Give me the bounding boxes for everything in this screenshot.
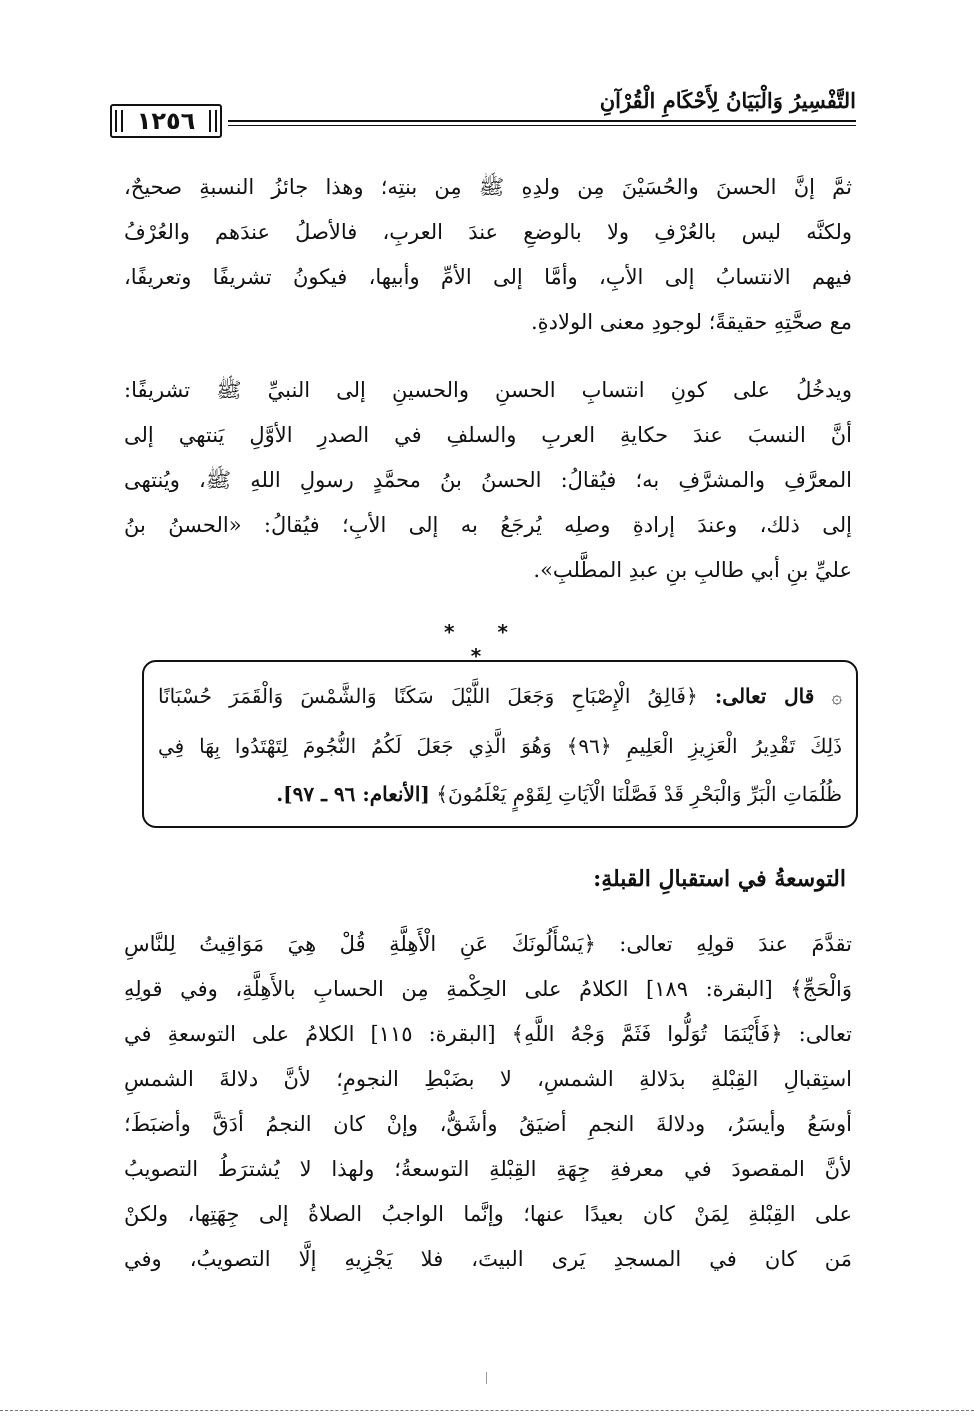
text-line: لأنَّ المقصودَ في معرفةِ جِهَةِ القِبْلةِ التوسعةُ؛ ولهذا لا يُشترَطُ التصويبُ: [124, 1157, 852, 1181]
section-separator: * * *: [444, 620, 526, 668]
paragraph-1: [124, 165, 852, 345]
text-line: وَالْحَجِّ﴾ [البقرة: ١٨٩] الكلامُ على الحِكْمةِ مِن الحسابِ بالأَهِلَّةِ، وفي قولِهِ: [124, 977, 852, 1001]
text-line: أنَّ النسبَ عندَ حكايةِ العربِ والسلفِ في الصدرِ الأوَّلِ يَنتهي إلى: [124, 423, 852, 447]
text-line: مع صحَّتِهِ حقيقةً؛ لوجودِ معنى الولادةِ.: [530, 310, 852, 334]
text-line: مَن كان في المسجدِ يَرى البيتَ، فلا يَجْزِيهِ إلَّا التصويبُ، وفي: [124, 1247, 852, 1271]
verse-text: ﴿فَالِقُ الْإِصْبَاحِ وَجَعَلَ اللَّيْلَ سَكَنًا وَالشَّمْسَ وَالْقَمَرَ حُسْبَانًا: [158, 684, 698, 708]
text-line: على القِبْلةِ لِمَنْ كان بعيدًا عنها؛ وإنَّما الواجبُ الصلاةُ إلى جِهَتِها، ولكنْ: [124, 1202, 852, 1226]
verse-line: [158, 770, 842, 818]
text-line: تعالى: ﴿فَأَيْنَمَا تُوَلُّوا فَثَمَّ وَجْهُ اللَّهِ﴾ [البقرة: ١١٥] الكلامُ على التوسعةِ في: [124, 1022, 852, 1046]
paragraph-3: [124, 922, 852, 1282]
text-line: ويدخُلُ على كونِ انتسابِ الحسنِ والحسينِ إلى النبيِّ ﷺ تشريفًا:: [124, 378, 852, 402]
text-line: ولكنَّه ليس بالعُرْفِ ولا بالوضعِ عندَ العربِ، فالأصلُ عندَهم والعُرْفُ: [124, 220, 852, 244]
verse-line: [158, 672, 842, 722]
paragraph-2: [124, 368, 852, 593]
text-line: أوسَعُ وأيسَرُ، ودلالةَ النجمِ أضيَقُ وأشَقُّ، وإنْ كان النجمُ أدَقَّ وأضبَطَ؛: [124, 1112, 852, 1136]
section-heading: التوسعةُ في استقبالِ القبلةِ:: [593, 866, 846, 892]
text-line: تقدَّمَ عندَ قولِهِ تعالى: ﴿يَسْأَلُونَكَ عَنِ الْأَهِلَّةِ قُلْ هِيَ مَوَاقِيتُ لِلنَّاسِ: [124, 932, 852, 956]
page-number: ١٢٥٦: [110, 104, 222, 138]
verse-citation: [الأنعام: ٩٦ ـ ٩٧].: [276, 782, 430, 806]
text-line: ثمَّ إنَّ الحسنَ والحُسَيْنَ مِن ولدِهِ ﷺ مِن بنتِه؛ وهذا جائزُ النسبةِ صحيحٌ،: [124, 175, 852, 199]
text-line: فيهم الانتسابُ إلى الأبِ، وأمَّا إلى الأمِّ وأبيها، فيكونُ تشريفًا وتعريفًا،: [124, 265, 852, 289]
book-title: التَّفْسِيرُ وَالْبَيَانُ لِأَحْكَامِ الْقُرْآنِ: [599, 88, 856, 113]
verse-label: قال تعالى:: [714, 684, 815, 708]
quran-verse-box: [142, 660, 858, 828]
scan-mark: [486, 1372, 487, 1384]
verse-line: ذَلِكَ تَقْدِيرُ الْعَزِيزِ الْعَلِيمِ ﴿٩٦﴾ وَهُوَ الَّذِي جَعَلَ لَكُمُ النُّجُومَ لِتَهْتَدُوا بِهَا فِي: [158, 734, 842, 758]
flower-icon: ۞: [831, 687, 843, 708]
text-line: استِقبالِ القِبْلةِ بدَلالةِ الشمسِ، لا بضَبْطِ النجومِ؛ لأنَّ دلالةَ الشمسِ: [124, 1067, 852, 1091]
scan-edge: [0, 1410, 974, 1411]
verse-text: ظُلُمَاتِ الْبَرِّ وَالْبَحْرِ قَدْ فَصَّلْنَا الْآيَاتِ لِقَوْمٍ يَعْلَمُونَ﴾: [436, 782, 842, 806]
header-rule: [228, 120, 856, 122]
page-header: [110, 88, 856, 150]
text-line: عليِّ بنِ أبي طالبِ بنِ عبدِ المطَّلبِ».: [533, 558, 852, 582]
header-rule-thin: [228, 125, 856, 126]
text-line: المعرَّفِ والمشرَّفِ به؛ فيُقالُ: الحسنُ بنُ محمَّدٍ رسولِ اللهِ ﷺ، ويُنتهى: [124, 468, 852, 492]
text-line: إلى ذلك، وعندَ إرادةِ وصلِه يُرجَعُ به إلى الأبِ؛ فيُقالُ: «الحسنُ بنُ: [124, 513, 852, 537]
